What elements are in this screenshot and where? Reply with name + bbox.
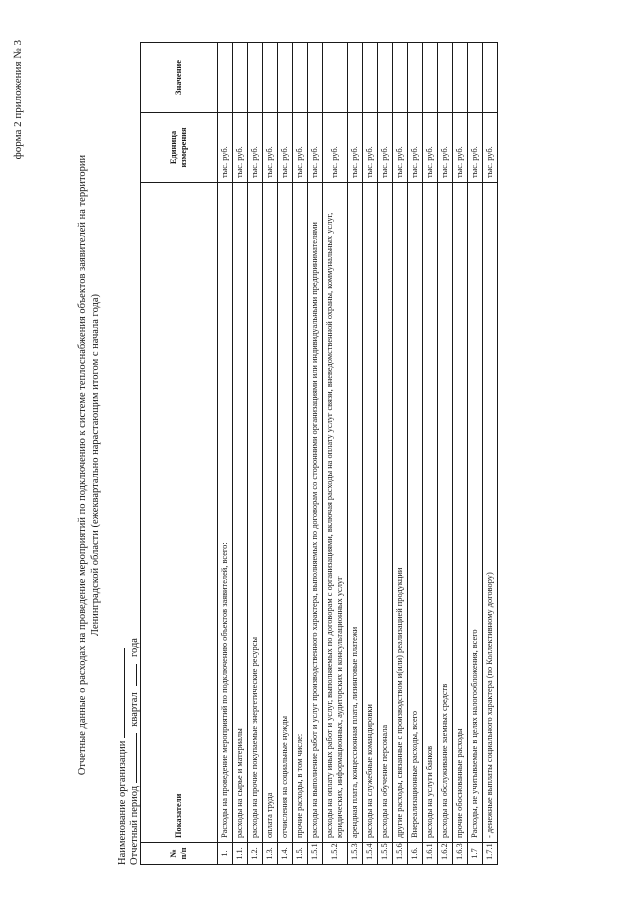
table-row	[438, 43, 453, 865]
row-unit: тыс. руб.	[438, 113, 453, 183]
row-value	[308, 43, 323, 113]
row-number: 1.7	[468, 843, 483, 865]
row-unit: тыс. руб.	[408, 113, 423, 183]
row-number: 1.	[218, 843, 233, 865]
row-indicator: расходы на выполнение работ и услуг производственного характера, выполняемых по договорам со сторонними организациями или индивидуальными предпринимателями	[308, 183, 323, 843]
row-number: 1.3.	[263, 843, 278, 865]
row-unit: тыс. руб.	[423, 113, 438, 183]
row-indicator: арендная плата, концессионная плата, лизинговые платежи	[348, 183, 363, 843]
table-row	[393, 43, 408, 865]
row-value	[483, 43, 498, 113]
table-row	[468, 43, 483, 865]
quarter-blank	[126, 733, 137, 783]
row-indicator: Расходы, не учитываемые в целях налогообложения, всего	[468, 183, 483, 843]
header-value: Значение	[141, 43, 218, 113]
row-indicator: расходы на прочие покупаемые энергетические ресурсы	[248, 183, 263, 843]
reporting-period-line	[126, 634, 140, 865]
row-value	[363, 43, 378, 113]
row-value	[263, 43, 278, 113]
row-number: 1.4.	[278, 843, 293, 865]
row-unit: тыс. руб.	[218, 113, 233, 183]
row-number: 1.5.	[293, 843, 308, 865]
row-value	[393, 43, 408, 113]
document-title	[76, 85, 102, 845]
row-value	[378, 43, 393, 113]
row-unit: тыс. руб.	[453, 113, 468, 183]
table-row	[408, 43, 423, 865]
row-unit: тыс. руб.	[233, 113, 248, 183]
table-row	[218, 43, 233, 865]
row-indicator: Внереализационные расходы, всего	[408, 183, 423, 843]
row-value	[248, 43, 263, 113]
row-value	[438, 43, 453, 113]
table-row	[263, 43, 278, 865]
row-unit: тыс. руб.	[363, 113, 378, 183]
table-row	[363, 43, 378, 865]
row-unit: тыс. руб.	[293, 113, 308, 183]
table-row	[348, 43, 363, 865]
row-number: 1.5.2	[323, 843, 348, 865]
row-indicator: отчисления на социальные нужды	[278, 183, 293, 843]
header-unit: Единица измерения	[141, 113, 218, 183]
quarter-label: квартал	[129, 692, 140, 727]
row-indicator: расходы на сырье и материалы	[233, 183, 248, 843]
row-indicator: расходы на обучение персонала	[378, 183, 393, 843]
row-number: 1.6.2	[438, 843, 453, 865]
row-number: 1.7.1	[483, 843, 498, 865]
table-row	[308, 43, 323, 865]
row-unit: тыс. руб.	[468, 113, 483, 183]
organization-blank	[114, 648, 125, 738]
table-row	[453, 43, 468, 865]
row-unit: тыс. руб.	[348, 113, 363, 183]
row-unit: тыс. руб.	[323, 113, 348, 183]
row-indicator: расходы на служебные командировки	[363, 183, 378, 843]
expenses-table	[140, 42, 498, 865]
row-unit: тыс. руб.	[278, 113, 293, 183]
row-unit: тыс. руб.	[483, 113, 498, 183]
row-value	[468, 43, 483, 113]
row-value	[453, 43, 468, 113]
row-number: 1.5.3	[348, 843, 363, 865]
row-unit: тыс. руб.	[393, 113, 408, 183]
row-indicator: оплата труда	[263, 183, 278, 843]
row-indicator: расходы на обслуживание заемных средств	[438, 183, 453, 843]
row-number: 1.5.5	[378, 843, 393, 865]
row-value	[348, 43, 363, 113]
row-indicator: расходы на услуги банков	[423, 183, 438, 843]
row-number: 1.5.1	[308, 843, 323, 865]
row-value	[218, 43, 233, 113]
row-value	[293, 43, 308, 113]
row-number: 1.5.4	[363, 843, 378, 865]
header-number: № п/п	[141, 843, 218, 865]
row-number: 1.6.3	[453, 843, 468, 865]
row-number: 1.2.	[248, 843, 263, 865]
row-number: 1.5.6	[393, 843, 408, 865]
title-line-2: Ленинградской области (ежеквартально нарастающим итогом с начала года)	[90, 293, 101, 637]
period-label: Отчетный период	[129, 785, 140, 865]
year-blank	[126, 664, 137, 686]
table-row	[233, 43, 248, 865]
table-row	[248, 43, 263, 865]
row-value	[278, 43, 293, 113]
table-row	[278, 43, 293, 865]
row-indicator: - денежные выплаты социального характера (по Коллективному договору)	[483, 183, 498, 843]
row-unit: тыс. руб.	[308, 113, 323, 183]
row-value	[423, 43, 438, 113]
row-indicator: расходы на оплату иных работ и услуг, выполняемых по договорам с организациями, включая расходы на оплату услуг связи, вневедомственной охраны, коммунальных услуг, юридических, информационных, аудиторских и консультационных услуг	[323, 183, 348, 843]
row-number: 1.6.	[408, 843, 423, 865]
row-unit: тыс. руб.	[378, 113, 393, 183]
row-unit: тыс. руб.	[248, 113, 263, 183]
table-row	[378, 43, 393, 865]
row-value	[323, 43, 348, 113]
row-indicator: прочие расходы, в том числе:	[293, 183, 308, 843]
row-number: 1.6.1	[423, 843, 438, 865]
organization-label: Наименование организации	[117, 740, 128, 865]
table-row	[423, 43, 438, 865]
row-indicator: прочие обоснованные расходы	[453, 183, 468, 843]
row-number: 1.1.	[233, 843, 248, 865]
form-number: форма 2 приложения № 3	[12, 40, 24, 160]
header-indicator: Показатели	[141, 183, 218, 843]
row-value	[408, 43, 423, 113]
row-unit: тыс. руб.	[263, 113, 278, 183]
row-value	[233, 43, 248, 113]
year-label: года	[129, 638, 140, 658]
table-row	[293, 43, 308, 865]
table-header-row	[141, 43, 218, 865]
table-row	[483, 43, 498, 865]
title-line-1: Отчетные данные о расходах на проведение мероприятий по подключению к системе теплоснабжения объектов заявителей на территории	[77, 154, 88, 776]
row-indicator: другие расходы, связанные с производством и(или) реализацией продукции	[393, 183, 408, 843]
row-indicator: Расходы на проведение мероприятий по подключению объектов заявителей, всего:	[218, 183, 233, 843]
table-row	[323, 43, 348, 865]
